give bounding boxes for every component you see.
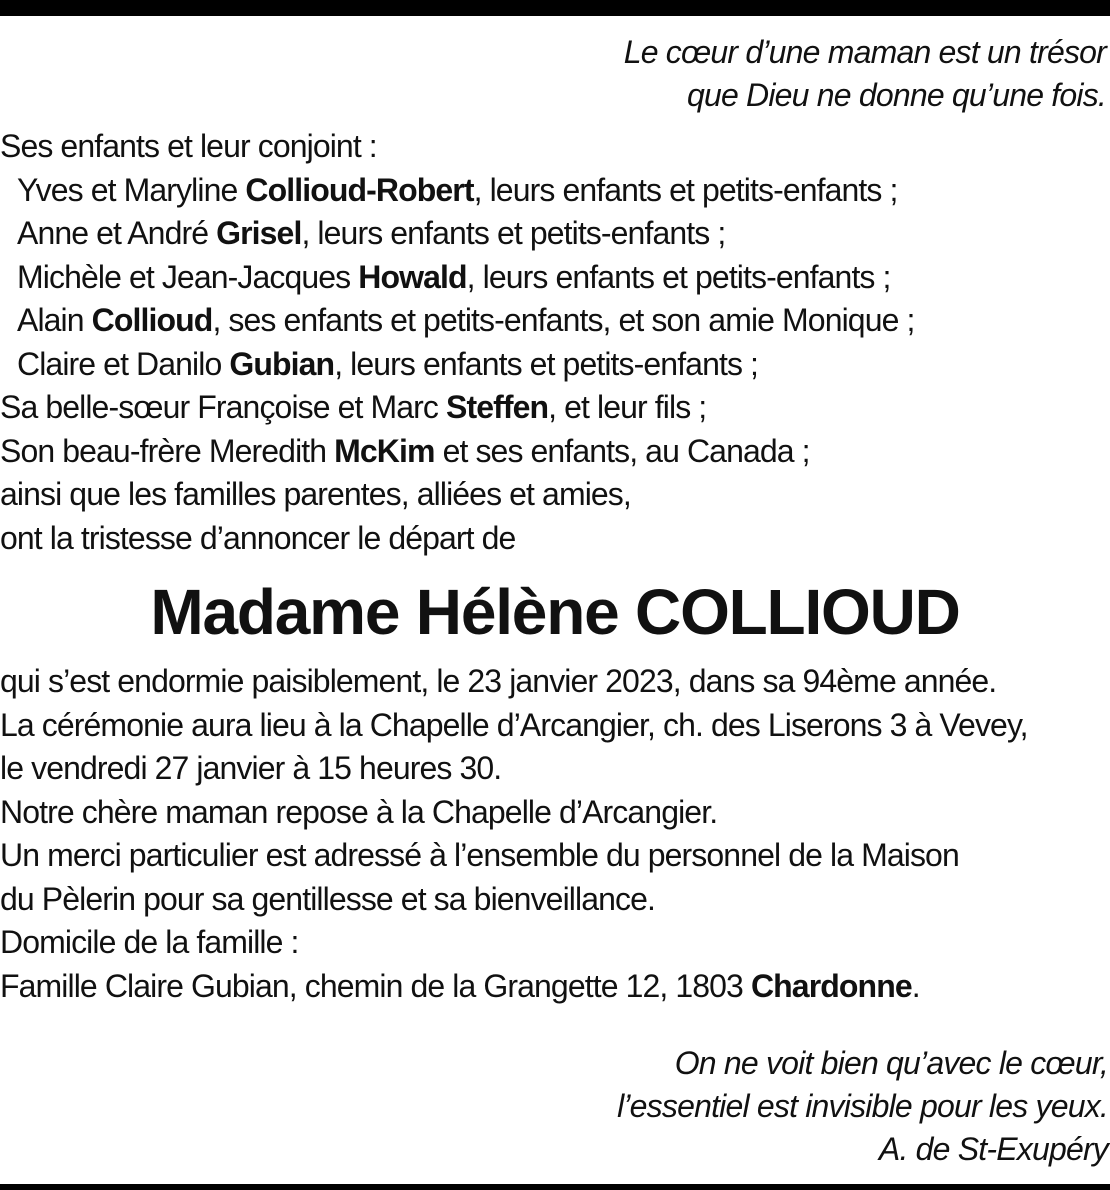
child-entry-text: , ses enfants et petits-enfants, et son amie Monique ; — [212, 302, 915, 338]
child-surname: Gubian — [229, 345, 335, 382]
child-entry — [0, 212, 914, 256]
child-entry — [0, 256, 914, 300]
child-entry-text: , leurs enfants et petits-enfants ; — [334, 345, 759, 382]
details-line-3: le vendredi 27 janvier à 15 heures 30. — [0, 750, 502, 786]
family-address — [0, 965, 1028, 1009]
closing-quote-line-1: On ne voit bien qu’avec le cœur, — [674, 1045, 1108, 1081]
relative-entry — [0, 386, 914, 430]
relative-entry-text: Son beau-frère Meredith — [0, 432, 335, 469]
details-line-2: La cérémonie aura lieu à la Chapelle d’Arcangier, ch. des Liserons 3 à Vevey, — [0, 706, 1028, 743]
child-entry — [0, 343, 914, 387]
child-surname: Howald — [358, 258, 467, 295]
details-line-4: Notre chère maman repose à la Chapelle d’Arcangier. — [0, 793, 718, 830]
family-closing-2: ont la tristesse d’annoncer le départ de — [0, 519, 516, 556]
family-intro: Ses enfants et leur conjoint : — [0, 128, 377, 164]
closing-quote — [617, 1042, 1108, 1171]
relative-entry-text: Sa belle-sœur Françoise et Marc — [0, 389, 447, 425]
relative-entry — [0, 430, 914, 474]
opening-quote-line-1: Le cœur d’une maman est un trésor — [623, 34, 1106, 70]
bottom-border-rule — [0, 1184, 1110, 1190]
child-entry-text: Alain — [17, 302, 92, 338]
details-line-5: Un merci particulier est adressé à l’ensemble du personnel de la Maison — [0, 837, 959, 873]
family-announcement — [0, 125, 914, 560]
child-entry-text: Yves et Maryline — [17, 171, 246, 208]
address-text: . — [911, 967, 920, 1004]
child-entry-text: , leurs enfants et petits-enfants ; — [301, 215, 726, 251]
relative-entry-text: , et leur fils ; — [548, 389, 707, 425]
child-surname: Collioud — [91, 302, 213, 338]
funeral-details — [0, 660, 1028, 1008]
child-surname: Collioud-Robert — [245, 171, 474, 208]
details-line-6: du Pèlerin pour sa gentillesse et sa bienveillance. — [0, 880, 655, 917]
family-closing-1: ainsi que les familles parentes, alliées et amies, — [0, 476, 631, 512]
child-entry-text: , leurs enfants et petits-enfants ; — [466, 258, 891, 295]
child-entry — [0, 299, 914, 343]
opening-quote — [624, 31, 1106, 117]
relative-surname: Steffen — [446, 389, 549, 425]
child-surname: Grisel — [216, 215, 302, 251]
top-border-rule — [0, 0, 1110, 16]
relative-entry-text: et ses enfants, au Canada ; — [434, 432, 810, 469]
closing-quote-author: A. de St-Exupéry — [878, 1131, 1108, 1167]
closing-quote-line-2: l’essentiel est invisible pour les yeux. — [617, 1088, 1108, 1124]
address-text: Famille Claire Gubian, chemin de la Grangette 12, 1803 — [0, 967, 751, 1004]
child-entry-text: Michèle et Jean-Jacques — [17, 258, 359, 295]
child-entry-text: Claire et Danilo — [17, 345, 230, 382]
child-entry-text: , leurs enfants et petits-enfants ; — [473, 171, 898, 208]
deceased-name: Madame Hélène COLLIOUD — [150, 576, 960, 648]
details-line-1: qui s’est endormie paisiblement, le 23 janvier 2023, dans sa 94ème année. — [0, 663, 997, 699]
child-entry — [0, 169, 914, 213]
child-entry-text: Anne et André — [17, 215, 217, 251]
address-town: Chardonne — [750, 967, 912, 1004]
details-line-7: Domicile de la famille : — [0, 924, 299, 960]
relative-surname: McKim — [334, 432, 435, 469]
opening-quote-line-2: que Dieu ne donne qu’une fois. — [686, 77, 1106, 113]
